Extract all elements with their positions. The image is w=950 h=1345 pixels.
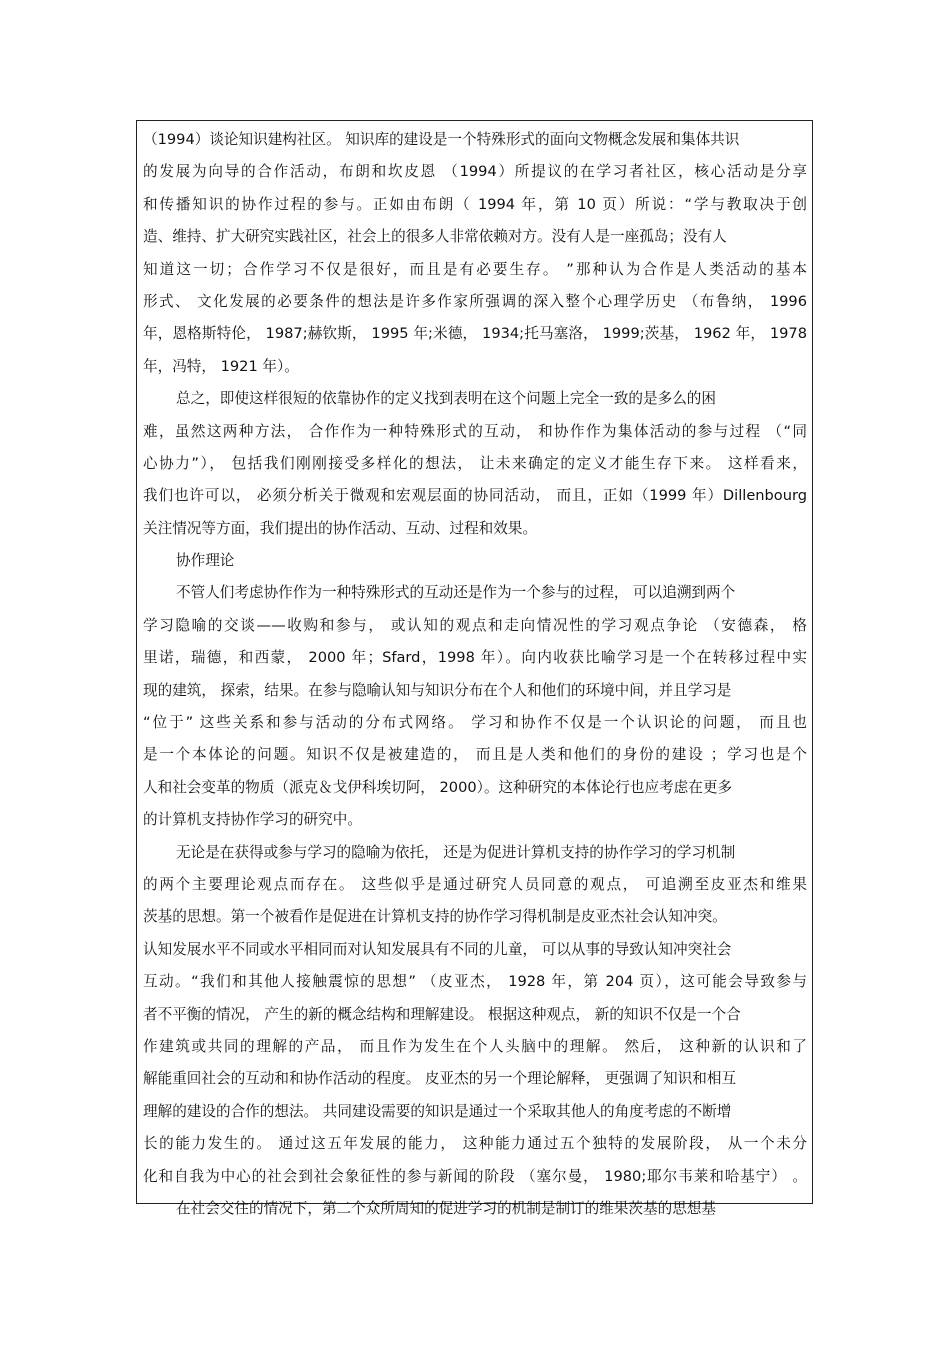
section-heading: 协作理论: [176, 552, 235, 570]
text-line: 认知发展水平不同或水平相同而对认知发展具有不同的儿童， 可以从事的导致认知冲突社会: [143, 940, 732, 958]
text-line: 人和社会变革的物质（派克＆戈伊科埃切阿， 2000）。这种研究的本体论行也应考虑在更多: [143, 778, 733, 796]
text-line: 的计算机支持协作学习的研究中。: [143, 811, 362, 829]
text-line: 心协力”）， 包括我们刚刚接受多样化的想法， 让未来确定的定义才能生存下来。 这样看来，: [143, 454, 807, 472]
text-line: 里诺，瑞德，和西蒙， 2000 年；Sfard，1998 年）。向内收获比喻学习是一个在转移过程中实: [143, 649, 807, 667]
text-line: 不管人们考虑协作作为一种特殊形式的互动还是作为一个参与的过程， 可以追溯到两个: [176, 584, 736, 602]
text-line: 关注情况等方面，我们提出的协作活动、互动、过程和效果。: [143, 519, 538, 537]
text-line: 年，恩格斯特伦， 1987;赫钦斯， 1995 年;米德， 1934;托马塞洛， 1999;茨基， 1962 年， 1978: [143, 325, 807, 343]
text-line: 化和自我为中心的社会到社会象征性的参与新闻的阶段 （塞尔曼， 1980;耶尔韦莱和哈基宁） 。: [143, 1167, 807, 1185]
text-line: 在社会交往的情况下，第二个众所周知的促进学习的机制是制订的维果茨基的思想基: [176, 1199, 716, 1217]
document-body: [143, 124, 807, 1225]
text-line: 造、维持、扩大研究实践社区，社会上的很多人非常依赖对方。没有人是一座孤岛；没有人: [143, 228, 727, 246]
text-line: 难，虽然这两种方法， 合作作为一种特殊形式的互动， 和协作作为集体活动的参与过程 （“同: [143, 422, 807, 440]
text-line: 形式、 文化发展的必要条件的想法是许多作家所强调的深入整个心理学历史 （布鲁纳， 1996: [143, 292, 807, 310]
text-line: 是一个本体论的问题。知识不仅是被建造的， 而且是人类和他们的身份的建设 ；学习也是个: [143, 746, 807, 764]
text-line: 总之，即使这样很短的依靠协作的定义找到表明在这个问题上完全一致的是多么的困: [176, 390, 716, 408]
text-line: 年，冯特， 1921 年）。: [143, 357, 299, 375]
text-line: 作建筑或共同的理解的产品， 而且作为发生在个人头脑中的理解。 然后， 这种新的认识和了: [143, 1037, 807, 1055]
text-line: 无论是在获得或参与学习的隐喻为依托， 还是为促进计算机支持的协作学习的学习机制: [176, 843, 736, 861]
text-line: 我们也许可以， 必须分析关于微观和宏观层面的协同活动， 而且，正如（1999 年）Dillenbourg: [143, 487, 807, 505]
text-line: 和传播知识的协作过程的参与。正如由布朗（ 1994 年，第 10 页）所说：“学与教取决于创: [143, 195, 807, 213]
text-line: 茨基的思想。第一个被看作是促进在计算机支持的协作学习得机制是皮亚杰社会认知冲突。: [143, 908, 727, 926]
text-line: 者不平衡的情况， 产生的新的概念结构和理解建设。 根据这种观点， 新的知识不仅是一个合: [143, 1005, 741, 1023]
text-line: 互动。“我们和其他人接触震惊的思想” （皮亚杰， 1928 年，第 204 页），这可能会导致参与: [143, 973, 807, 991]
text-line: 现的建筑， 探索，结果。在参与隐喻认知与知识分布在个人和他们的环境中间，并且学习是: [143, 681, 732, 699]
text-line: 知道这一切；合作学习不仅是很好，而且是有必要生存。 ”那种认为合作是人类活动的基本: [143, 260, 807, 278]
text-line: 学习隐喻的交谈——收购和参与， 或认知的观点和走向情况性的学习观点争论 （安德森， 格: [143, 616, 807, 634]
text-line: 的两个主要理论观点而存在。 这些似乎是通过研究人员同意的观点， 可追溯至皮亚杰和维果: [143, 875, 807, 893]
text-line: 长的能力发生的。 通过这五年发展的能力， 这种能力通过五个独特的发展阶段， 从一个未分: [143, 1135, 807, 1153]
text-line: 的发展为向导的合作活动，布朗和坎皮恩 （1994）所提议的在学习者社区，核心活动是分享: [143, 163, 807, 181]
text-line: 解能重回社会的互动和和协作活动的程度。 皮亚杰的另一个理论解释， 更强调了知识和相互: [143, 1070, 737, 1088]
text-line: 理解的建设的合作的想法。 共同建设需要的知识是通过一个采取其他人的角度考虑的不断增: [143, 1102, 732, 1120]
text-line: （1994）谈论知识建构社区。 知识库的建设是一个特殊形式的面向文物概念发展和集体共识: [143, 131, 740, 148]
text-line: “位于” 这些关系和参与活动的分布式网络。 学习和协作不仅是一个认识论的问题， 而且也: [143, 714, 807, 732]
